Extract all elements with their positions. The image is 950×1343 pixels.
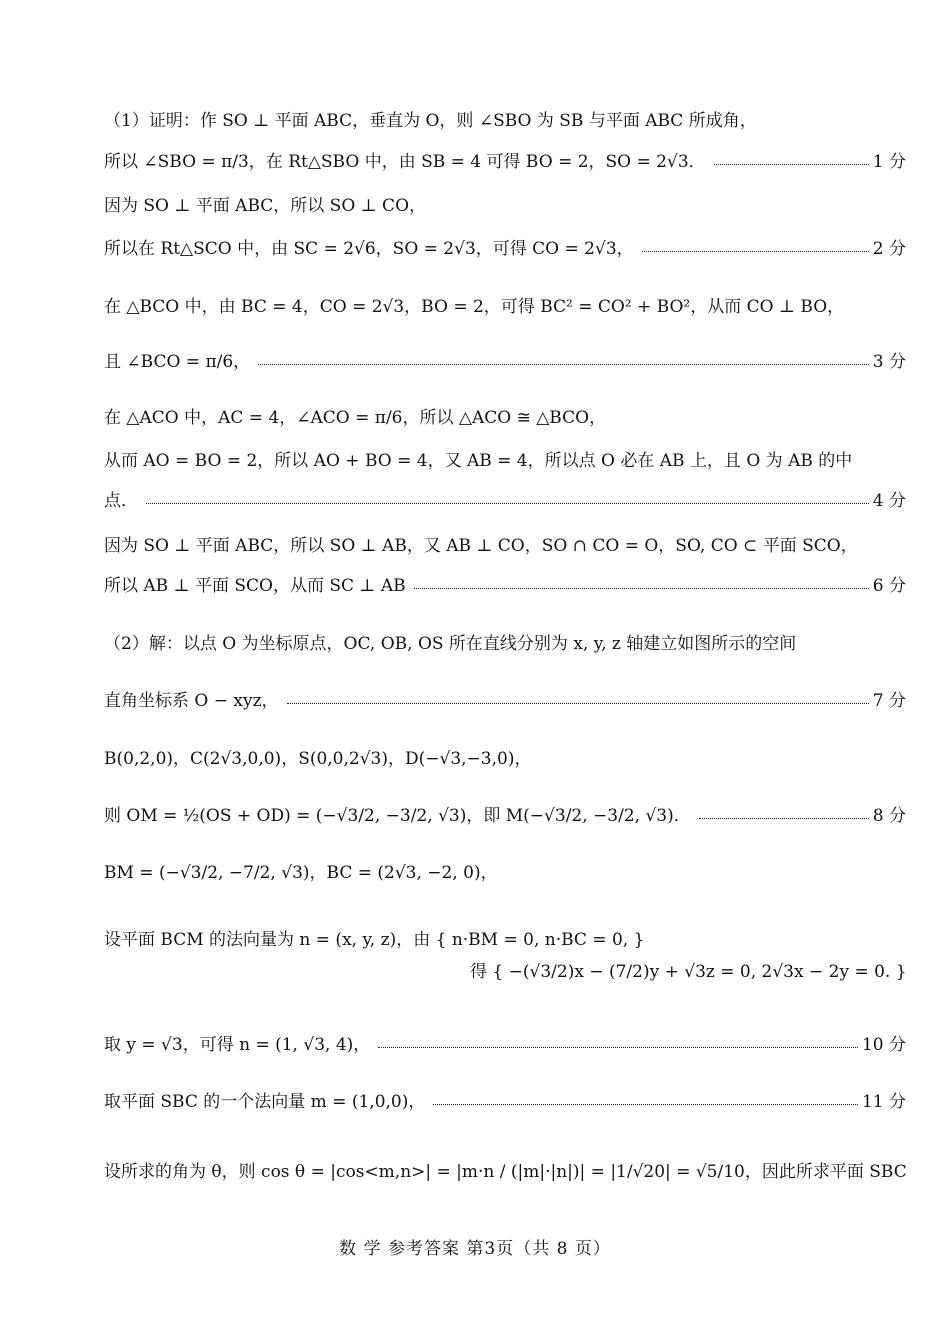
p1-line-3 (104, 186, 906, 220)
page-footer: 数 学 参考答案 第3页（共 8 页） (339, 1239, 611, 1259)
text: BM = (−√3/2, −7/2, √3)，BC = (2√3, −2, 0)， (104, 862, 498, 883)
text: 得 { −(√3/2)x − (7/2)y + √3z = 0, 2√3x − 2y = 0. } (470, 961, 907, 982)
p1-line-4 (104, 229, 906, 263)
text: 因为 SO ⊥ 平面 ABC，所以 SO ⊥ CO， (104, 195, 427, 216)
score: 2 分 (872, 238, 906, 259)
score: 1 分 (872, 151, 906, 172)
score: 8 分 (872, 805, 906, 826)
score: 10 分 (861, 1034, 906, 1055)
text: 所以在 Rt△SCO 中，由 SC = 2√6，SO = 2√3，可得 CO = 2√3， (104, 238, 634, 259)
dot-leader (378, 1047, 858, 1048)
p1-line-2 (104, 142, 906, 176)
dot-leader (642, 251, 869, 252)
text: 因为 SO ⊥ 平面 ABC，所以 SO ⊥ AB，又 AB ⊥ CO，SO ∩ CO = O，SO, CO ⊂ 平面 SCO， (104, 535, 858, 556)
p1-line-8 (104, 441, 906, 475)
p2-line-5 (104, 853, 906, 887)
text: 且 ∠BCO = π/6， (104, 351, 251, 372)
p1-line-1 (104, 101, 906, 135)
p2-line-6b (470, 952, 907, 986)
p1-line-10 (104, 526, 906, 560)
p2-line-8 (104, 1082, 906, 1116)
dot-leader (433, 1104, 858, 1105)
text: 取 y = √3，可得 n = (1, √3, 4)， (104, 1034, 371, 1055)
text: 所以 AB ⊥ 平面 SCO，从而 SC ⊥ AB (104, 575, 406, 596)
p2-line-4 (104, 796, 906, 830)
p2-line-9 (104, 1152, 906, 1186)
text: （1）证明：作 SO ⊥ 平面 ABC，垂直为 O，则 ∠SBO 为 SB 与平面 ABC 所成角， (104, 110, 757, 131)
text: 设平面 BCM 的法向量为 n = (x, y, z)，由 { n·BM = 0, n·BC = 0, } (104, 929, 645, 950)
score: 3 分 (872, 351, 906, 372)
text: 在 △BCO 中，由 BC = 4，CO = 2√3，BO = 2，可得 BC² = CO² + BO²，从而 CO ⊥ BO， (104, 296, 845, 317)
text: 在 △ACO 中，AC = 4，∠ACO = π/6，所以 △ACO ≅ △BCO， (104, 407, 607, 428)
dot-leader (146, 503, 869, 504)
p2-line-3 (104, 739, 906, 773)
p1-line-11 (104, 566, 906, 600)
p2-line-6a (104, 920, 906, 954)
dot-leader (714, 164, 869, 165)
text: 直角坐标系 O − xyz， (104, 690, 279, 711)
text: （2）解：以点 O 为坐标原点，OC, OB, OS 所在直线分别为 x, y, z 轴建立如图所示的空间 (104, 633, 797, 654)
score: 11 分 (861, 1091, 906, 1112)
p2-line-1 (104, 624, 906, 658)
dot-leader (699, 818, 869, 819)
p1-line-9 (104, 481, 906, 515)
score: 6 分 (872, 575, 906, 596)
p1-line-6 (104, 342, 906, 376)
text: 点． (104, 490, 138, 511)
text: 所以 ∠SBO = π/3，在 Rt△SBO 中，由 SB = 4 可得 BO = 2，SO = 2√3． (104, 151, 706, 172)
text: 取平面 SBC 的一个法向量 m = (1,0,0)， (104, 1091, 426, 1112)
p1-line-5 (104, 287, 906, 321)
text: 则 OM = ½(OS + OD) = (−√3/2, −3/2, √3)，即 M(−√3/2, −3/2, √3)． (104, 805, 691, 826)
dot-leader (258, 364, 869, 365)
text: 从而 AO = BO = 2，所以 AO + BO = 4，又 AB = 4，所以点 O 必在 AB 上，且 O 为 AB 的中 (104, 450, 853, 471)
score: 7 分 (872, 690, 906, 711)
score: 4 分 (872, 490, 906, 511)
dot-leader (414, 588, 869, 589)
p1-line-7 (104, 398, 906, 432)
dot-leader (287, 703, 869, 704)
p2-line-2 (104, 681, 906, 715)
text: 设所求的角为 θ，则 cos θ = |cos<m,n>| = |m·n / (|m|·|n|)| = |1/√20| = √5/10，因此所求平面 SBC (104, 1161, 907, 1182)
text: B(0,2,0)，C(2√3,0,0)，S(0,0,2√3)，D(−√3,−3,0)， (104, 748, 532, 769)
p2-line-7 (104, 1025, 906, 1059)
